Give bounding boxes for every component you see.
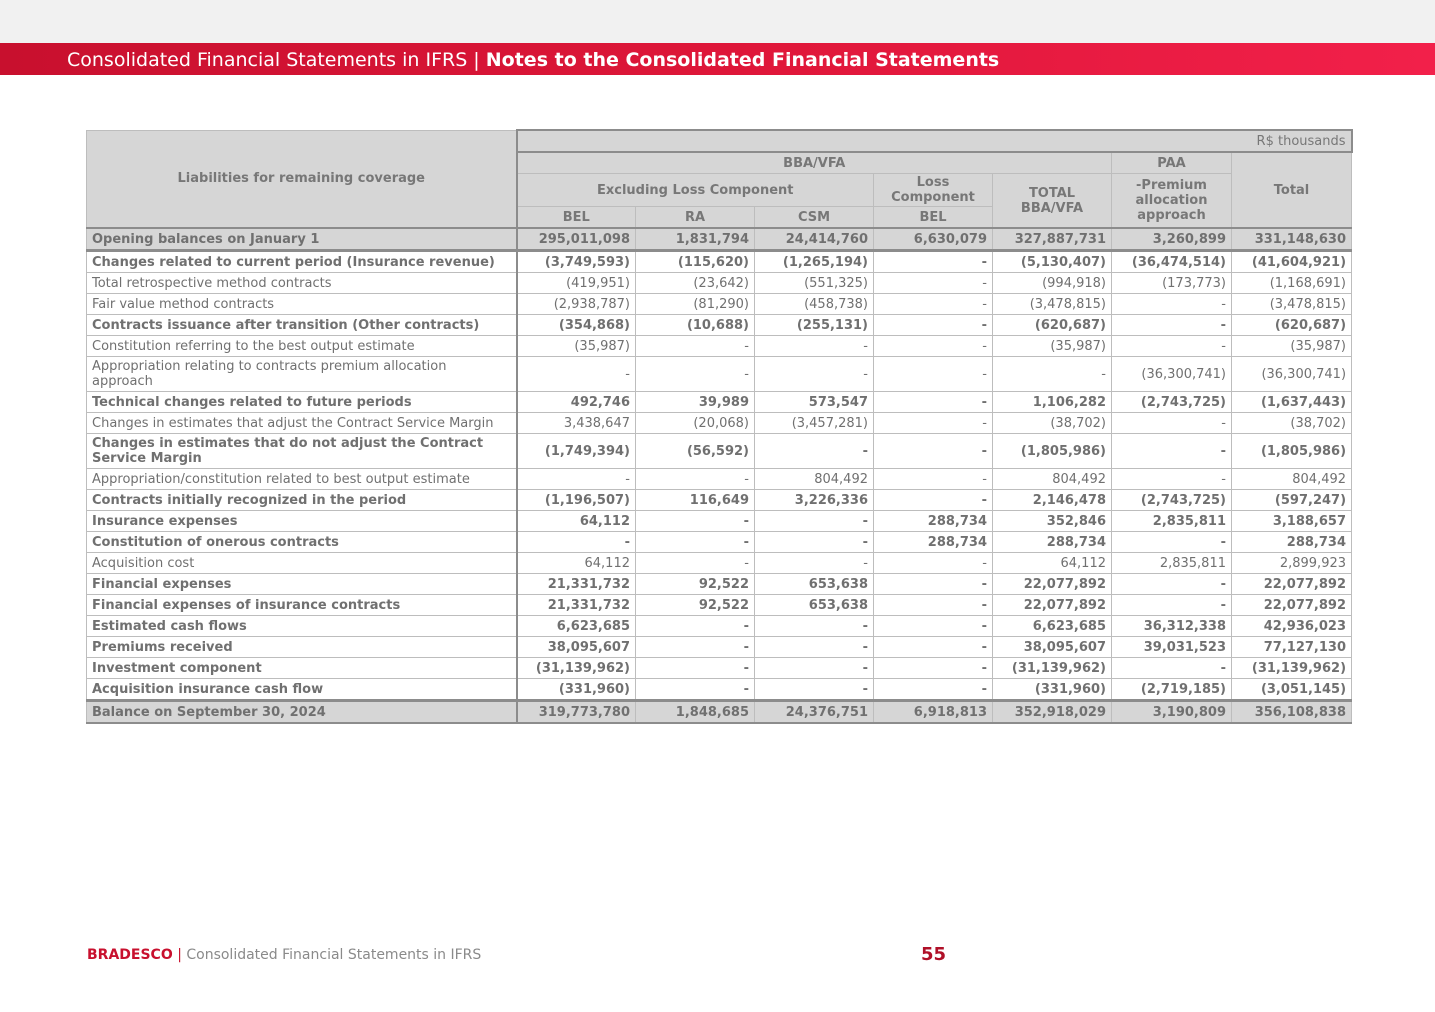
table-cell: - [874, 595, 993, 616]
table-row [87, 413, 1352, 434]
table-cell: (551,325) [755, 273, 874, 294]
table-cell: (255,131) [755, 315, 874, 336]
table-cell: 116,649 [636, 490, 755, 511]
table-cell: - [1112, 294, 1232, 315]
table-cell: - [1112, 413, 1232, 434]
table-cell: (354,868) [517, 315, 636, 336]
table-row [87, 469, 1352, 490]
table-cell: 38,095,607 [993, 637, 1112, 658]
table-cell: (1,805,986) [1232, 434, 1352, 469]
table-cell: 92,522 [636, 574, 755, 595]
row-label: Appropriation relating to contracts premium allocation approach [87, 357, 517, 392]
table-cell: - [1112, 434, 1232, 469]
row-label: Opening balances on January 1 [87, 228, 517, 251]
table-cell: - [755, 511, 874, 532]
table-cell: 319,773,780 [517, 701, 636, 724]
header-title: Notes to the Consolidated Financial Statements [485, 49, 1000, 71]
table-row [87, 511, 1352, 532]
group-paa: PAA [1112, 152, 1232, 174]
top-bar [0, 0, 1435, 43]
table-cell: 352,846 [993, 511, 1112, 532]
table-cell: - [874, 469, 993, 490]
row-label: Financial expenses [87, 574, 517, 595]
row-label: Acquisition cost [87, 553, 517, 574]
table-cell: 92,522 [636, 595, 755, 616]
table-cell: - [874, 251, 993, 273]
table-cell: - [874, 574, 993, 595]
table-cell: - [636, 511, 755, 532]
table-cell: 22,077,892 [993, 595, 1112, 616]
table-cell: (1,637,443) [1232, 392, 1352, 413]
col-premium-allocation: -Premium allocation approach [1112, 174, 1232, 229]
row-label: Estimated cash flows [87, 616, 517, 637]
table-cell: 6,623,685 [517, 616, 636, 637]
sub-ra: RA [636, 207, 755, 229]
table-cell: (38,702) [1232, 413, 1352, 434]
table-cell: 288,734 [874, 532, 993, 553]
table-cell: - [874, 336, 993, 357]
table-cell: (38,702) [993, 413, 1112, 434]
table-cell: (2,743,725) [1112, 392, 1232, 413]
table-cell: (36,474,514) [1112, 251, 1232, 273]
table-cell: (620,687) [1232, 315, 1352, 336]
table-cell: (1,749,394) [517, 434, 636, 469]
table-cell: (620,687) [993, 315, 1112, 336]
table-row [87, 679, 1352, 701]
row-label: Technical changes related to future periods [87, 392, 517, 413]
header-section: Consolidated Financial Statements in IFRS | [67, 49, 480, 71]
row-label: Contracts initially recognized in the period [87, 490, 517, 511]
table-cell: - [636, 616, 755, 637]
table-cell: - [755, 553, 874, 574]
table-cell: 6,623,685 [993, 616, 1112, 637]
table-cell: (1,805,986) [993, 434, 1112, 469]
table-row [87, 251, 1352, 273]
col-total: Total [1232, 152, 1352, 228]
table-cell: 331,148,630 [1232, 228, 1352, 251]
table-cell: 24,376,751 [755, 701, 874, 724]
col-total-bba-vfa: TOTAL BBA/VFA [993, 174, 1112, 229]
table-cell: (20,068) [636, 413, 755, 434]
row-label: Insurance expenses [87, 511, 517, 532]
table-cell: - [636, 637, 755, 658]
table-cell: - [993, 357, 1112, 392]
table-row [87, 658, 1352, 679]
table-cell: 2,146,478 [993, 490, 1112, 511]
table-cell: - [874, 658, 993, 679]
table-cell: (173,773) [1112, 273, 1232, 294]
group-loss-component: Loss Component [874, 174, 993, 207]
table-cell: - [636, 658, 755, 679]
table-cell: - [517, 469, 636, 490]
table-row [87, 434, 1352, 469]
table-cell: 22,077,892 [993, 574, 1112, 595]
table-cell: 64,112 [517, 553, 636, 574]
sub-bel: BEL [517, 207, 636, 229]
table-cell: 1,106,282 [993, 392, 1112, 413]
table-row [87, 553, 1352, 574]
table-cell: (36,300,741) [1232, 357, 1352, 392]
footer-brand: BRADESCO [87, 947, 173, 963]
row-label: Appropriation/constitution related to best output estimate [87, 469, 517, 490]
table-cell: 327,887,731 [993, 228, 1112, 251]
row-label: Financial expenses of insurance contracts [87, 595, 517, 616]
table-cell: (5,130,407) [993, 251, 1112, 273]
table-cell: 64,112 [517, 511, 636, 532]
table-cell: - [874, 357, 993, 392]
table-cell: 21,331,732 [517, 595, 636, 616]
footer-text: Consolidated Financial Statements in IFRS [186, 947, 482, 963]
table-cell: - [874, 637, 993, 658]
group-excluding-loss: Excluding Loss Component [517, 174, 874, 207]
table-cell: - [517, 532, 636, 553]
table-cell: - [755, 616, 874, 637]
table-cell: (2,743,725) [1112, 490, 1232, 511]
table-cell: (35,987) [1232, 336, 1352, 357]
table-cell: - [636, 336, 755, 357]
table-cell: 38,095,607 [517, 637, 636, 658]
row-label: Constitution of onerous contracts [87, 532, 517, 553]
table-cell: 295,011,098 [517, 228, 636, 251]
row-label: Contracts issuance after transition (Other contracts) [87, 315, 517, 336]
table-cell: (331,960) [517, 679, 636, 701]
table-cell: (458,738) [755, 294, 874, 315]
table-cell: (597,247) [1232, 490, 1352, 511]
table-cell: 3,188,657 [1232, 511, 1352, 532]
table-row [87, 616, 1352, 637]
table-cell: - [874, 434, 993, 469]
table-row [87, 595, 1352, 616]
table-cell: - [874, 294, 993, 315]
table-cell: 288,734 [1232, 532, 1352, 553]
table-cell: - [1112, 574, 1232, 595]
table-row [87, 637, 1352, 658]
table-cell: 804,492 [1232, 469, 1352, 490]
table-cell: 2,835,811 [1112, 553, 1232, 574]
table-cell: (31,139,962) [993, 658, 1112, 679]
table-cell: - [1112, 658, 1232, 679]
table-cell: - [517, 357, 636, 392]
table-cell: 22,077,892 [1232, 574, 1352, 595]
table-cell: 39,989 [636, 392, 755, 413]
table-cell: 21,331,732 [517, 574, 636, 595]
row-label: Changes in estimates that do not adjust the Contract Service Margin [87, 434, 517, 469]
table-cell: - [755, 357, 874, 392]
table-cell: (3,457,281) [755, 413, 874, 434]
table-cell: - [755, 658, 874, 679]
row-label: Total retrospective method contracts [87, 273, 517, 294]
table-cell: 492,746 [517, 392, 636, 413]
table-cell: (3,478,815) [1232, 294, 1352, 315]
table-cell: - [636, 532, 755, 553]
table-cell: - [755, 637, 874, 658]
table-cell: 6,918,813 [874, 701, 993, 724]
liabilities-table [86, 129, 1353, 724]
unit-label: R$ thousands [517, 130, 1352, 152]
table-cell: 64,112 [993, 553, 1112, 574]
table-cell: - [874, 315, 993, 336]
table-cell: (35,987) [993, 336, 1112, 357]
table-row [87, 315, 1352, 336]
table-cell: - [755, 679, 874, 701]
table-cell: 2,835,811 [1112, 511, 1232, 532]
row-label: Acquisition insurance cash flow [87, 679, 517, 701]
table-cell: (994,918) [993, 273, 1112, 294]
table-cell: - [755, 532, 874, 553]
table-cell: - [636, 469, 755, 490]
table-cell: 288,734 [874, 511, 993, 532]
row-label: Changes in estimates that adjust the Contract Service Margin [87, 413, 517, 434]
table-cell: (2,938,787) [517, 294, 636, 315]
table-row [87, 574, 1352, 595]
table-cell: (3,749,593) [517, 251, 636, 273]
table-cell: (331,960) [993, 679, 1112, 701]
table-cell: 804,492 [755, 469, 874, 490]
table-cell: 356,108,838 [1232, 701, 1352, 724]
table-cell: 804,492 [993, 469, 1112, 490]
table-cell: - [755, 336, 874, 357]
table-cell: - [755, 434, 874, 469]
row-label: Changes related to current period (Insurance revenue) [87, 251, 517, 273]
sub-loss-bel: BEL [874, 207, 993, 229]
table-cell: - [636, 679, 755, 701]
table-cell: - [1112, 595, 1232, 616]
table-cell: (81,290) [636, 294, 755, 315]
table-cell: 36,312,338 [1112, 616, 1232, 637]
table-cell: 573,547 [755, 392, 874, 413]
table-cell: 1,831,794 [636, 228, 755, 251]
table-row [87, 228, 1352, 251]
footer [87, 947, 481, 963]
table-cell: (36,300,741) [1112, 357, 1232, 392]
table-cell: (31,139,962) [1232, 658, 1352, 679]
table-cell: 3,260,899 [1112, 228, 1232, 251]
table-cell: 653,638 [755, 574, 874, 595]
table-cell: - [1112, 469, 1232, 490]
table-cell: (41,604,921) [1232, 251, 1352, 273]
table-cell: (1,265,194) [755, 251, 874, 273]
table-cell: - [874, 413, 993, 434]
table-cell: (2,719,185) [1112, 679, 1232, 701]
table-cell: 653,638 [755, 595, 874, 616]
table-row [87, 273, 1352, 294]
table-cell: 3,190,809 [1112, 701, 1232, 724]
table-cell: 1,848,685 [636, 701, 755, 724]
table-cell: (419,951) [517, 273, 636, 294]
row-label: Investment component [87, 658, 517, 679]
row-label: Premiums received [87, 637, 517, 658]
row-label: Fair value method contracts [87, 294, 517, 315]
table-cell: - [874, 273, 993, 294]
table-cell: 2,899,923 [1232, 553, 1352, 574]
table-cell: - [1112, 532, 1232, 553]
table-row [87, 294, 1352, 315]
table-cell: (31,139,962) [517, 658, 636, 679]
table-row [87, 490, 1352, 511]
table-cell: - [636, 553, 755, 574]
row-label: Balance on September 30, 2024 [87, 701, 517, 724]
table-cell: - [636, 357, 755, 392]
table-cell: 24,414,760 [755, 228, 874, 251]
table-cell: - [874, 553, 993, 574]
row-label: Constitution referring to the best output estimate [87, 336, 517, 357]
table-row [87, 357, 1352, 392]
table-cell: - [874, 392, 993, 413]
table-cell: (1,168,691) [1232, 273, 1352, 294]
table-cell: (3,051,145) [1232, 679, 1352, 701]
footer-separator: | [177, 947, 182, 963]
table-cell: - [1112, 336, 1232, 357]
table-cell: (56,592) [636, 434, 755, 469]
table-cell: 3,226,336 [755, 490, 874, 511]
table-cell: 42,936,023 [1232, 616, 1352, 637]
table-cell: (10,688) [636, 315, 755, 336]
page-number: 55 [921, 944, 947, 965]
page-header-banner [0, 43, 1435, 75]
table-cell: 77,127,130 [1232, 637, 1352, 658]
table-cell: - [874, 679, 993, 701]
table-cell: 3,438,647 [517, 413, 636, 434]
sub-csm: CSM [755, 207, 874, 229]
table-cell: 352,918,029 [993, 701, 1112, 724]
table-cell: (23,642) [636, 273, 755, 294]
table-cell: 22,077,892 [1232, 595, 1352, 616]
table-row [87, 392, 1352, 413]
table-cell: 288,734 [993, 532, 1112, 553]
table-row [87, 532, 1352, 553]
table-cell: (1,196,507) [517, 490, 636, 511]
table-cell: (35,987) [517, 336, 636, 357]
table-cell: (3,478,815) [993, 294, 1112, 315]
row-header: Liabilities for remaining coverage [87, 130, 517, 228]
table-cell: (115,620) [636, 251, 755, 273]
table-cell: 6,630,079 [874, 228, 993, 251]
table-cell: - [874, 490, 993, 511]
table-cell: - [1112, 315, 1232, 336]
group-bba-vfa: BBA/VFA [517, 152, 1112, 174]
table-cell: 39,031,523 [1112, 637, 1232, 658]
table-cell: - [874, 616, 993, 637]
table-row [87, 336, 1352, 357]
table-row [87, 701, 1352, 724]
